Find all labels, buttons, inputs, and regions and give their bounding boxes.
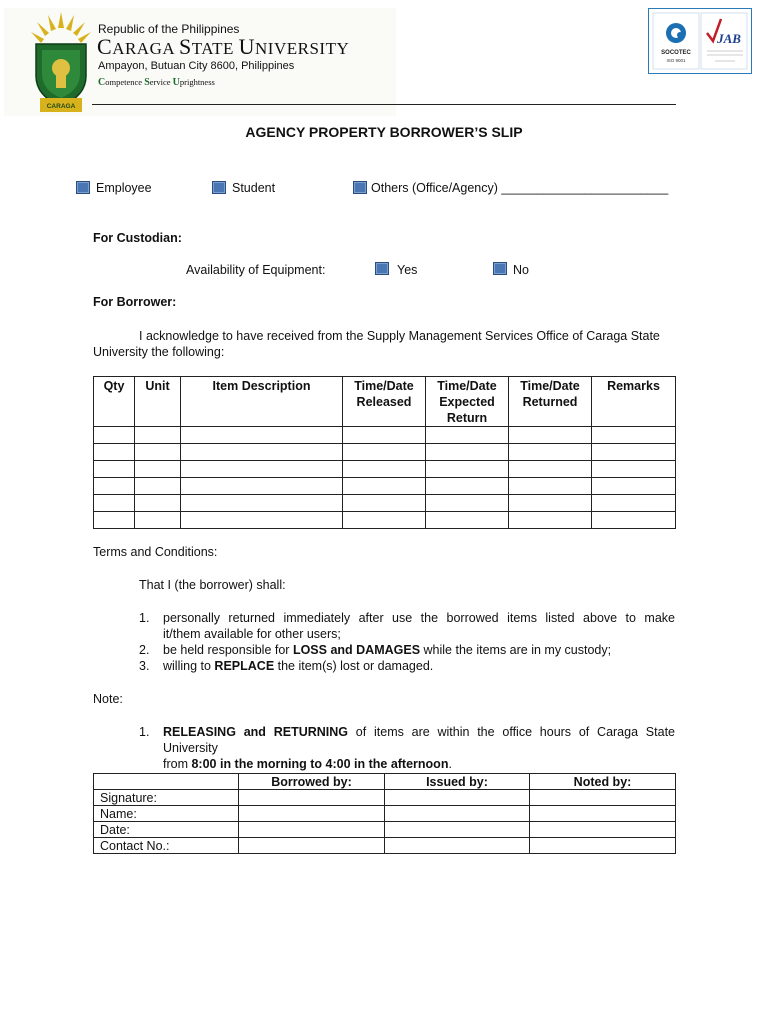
table-cell[interactable] (385, 838, 530, 854)
row-label-contact: Contact No.: (94, 838, 239, 854)
col-remarks: Remarks (592, 377, 676, 427)
uni-word-university: NIVERSITY (255, 39, 350, 58)
table-cell[interactable] (135, 478, 181, 495)
uni-word-state: TATE (191, 39, 239, 58)
table-cell[interactable] (239, 822, 385, 838)
uni-word-caraga: ARAGA (112, 39, 179, 58)
col-released (343, 377, 426, 427)
borrowed-items-table (93, 376, 676, 529)
certification-badges-icon (649, 9, 750, 72)
availability-no-checkbox[interactable] (493, 262, 507, 275)
table-cell[interactable] (94, 512, 135, 529)
note-line-1-text: of items are within the office hours of Caraga State University (163, 725, 675, 755)
col-borrowed-by: Borrowed by: (239, 774, 385, 790)
jab-label: JAB (717, 31, 741, 46)
motto-initial-u: U (172, 77, 180, 88)
list-item (139, 610, 675, 626)
table-cell[interactable] (426, 427, 509, 444)
list-number: 1. (139, 725, 150, 739)
signature-corner-cell (94, 774, 239, 790)
header-divider (92, 104, 676, 105)
note-line-2-c: . (448, 757, 452, 771)
table-row (94, 790, 676, 806)
table-cell[interactable] (530, 822, 676, 838)
table-cell[interactable] (343, 512, 426, 529)
university-address: Ampayon, Butuan City 8600, Philippines (98, 60, 295, 72)
term-1-line-2: it/them available for other users; (163, 627, 341, 641)
col-expected-return (426, 377, 509, 427)
table-cell[interactable] (135, 427, 181, 444)
list-item (139, 724, 675, 756)
col-released-line2: Released (356, 395, 412, 409)
table-cell[interactable] (530, 838, 676, 854)
table-cell[interactable] (343, 444, 426, 461)
table-cell[interactable] (509, 427, 592, 444)
list-number: 2. (139, 643, 150, 657)
table-cell[interactable] (509, 478, 592, 495)
term-2-emphasis: LOSS and DAMAGES (292, 643, 421, 657)
table-cell[interactable] (426, 478, 509, 495)
table-cell[interactable] (426, 461, 509, 478)
table-row (94, 495, 676, 512)
uni-initial-c: C (97, 34, 113, 59)
table-cell[interactable] (530, 790, 676, 806)
certification-logos (648, 8, 752, 74)
table-cell[interactable] (385, 790, 530, 806)
table-cell[interactable] (239, 838, 385, 854)
table-cell[interactable] (94, 478, 135, 495)
table-row (94, 427, 676, 444)
note-heading: Note: (93, 692, 123, 706)
table-cell[interactable] (343, 461, 426, 478)
table-cell[interactable] (94, 427, 135, 444)
col-returned (509, 377, 592, 427)
student-checkbox[interactable] (212, 181, 226, 194)
table-cell[interactable] (239, 790, 385, 806)
list-item (139, 642, 675, 658)
list-item (139, 658, 675, 674)
note-office-hours: 8:00 in the morning to 4:00 in the afternoon (191, 757, 449, 771)
others-checkbox[interactable] (353, 181, 367, 194)
items-table-header-row (94, 377, 676, 427)
table-cell[interactable] (181, 512, 343, 529)
col-unit: Unit (135, 377, 181, 427)
col-expected-line1: Time/Date (437, 379, 497, 393)
table-cell[interactable] (426, 512, 509, 529)
table-cell[interactable] (94, 461, 135, 478)
term-2-text-c: while the items are in my custody; (420, 643, 612, 657)
terms-heading: Terms and Conditions: (93, 545, 218, 559)
row-label-signature: Signature: (94, 790, 239, 806)
col-noted-by: Noted by: (530, 774, 676, 790)
borrower-heading: For Borrower: (93, 295, 177, 309)
motto-word-service: ervice (149, 77, 173, 87)
university-seal-logo (28, 10, 94, 114)
table-cell[interactable] (385, 822, 530, 838)
term-3-emphasis: REPLACE (214, 659, 275, 673)
republic-text: Republic of the Philippines (98, 22, 240, 36)
availability-no-label: No (513, 263, 529, 277)
col-returned-line1: Time/Date (520, 379, 580, 393)
table-cell[interactable] (592, 495, 676, 512)
iso-label: ISO 9001 (666, 58, 686, 63)
list-number: 1. (139, 611, 150, 625)
table-cell[interactable] (181, 461, 343, 478)
table-cell[interactable] (135, 461, 181, 478)
table-cell[interactable] (509, 495, 592, 512)
availability-label: Availability of Equipment: (186, 263, 326, 277)
table-cell[interactable] (509, 512, 592, 529)
table-cell[interactable] (592, 461, 676, 478)
uni-initial-u: U (238, 34, 256, 59)
employee-checkbox[interactable] (76, 181, 90, 194)
table-cell[interactable] (94, 495, 135, 512)
table-cell[interactable] (135, 495, 181, 512)
custodian-heading: For Custodian: (93, 231, 182, 245)
table-cell[interactable] (239, 806, 385, 822)
table-cell[interactable] (592, 444, 676, 461)
motto-initial-s: S (144, 77, 150, 88)
table-cell[interactable] (509, 461, 592, 478)
list-item-continuation (163, 756, 675, 772)
table-cell[interactable] (135, 444, 181, 461)
table-cell[interactable] (135, 512, 181, 529)
uni-initial-s: S (178, 34, 192, 59)
table-cell[interactable] (343, 495, 426, 512)
table-cell[interactable] (343, 478, 426, 495)
student-label: Student (232, 181, 276, 195)
note-list (139, 724, 675, 772)
acknowledge-line-2: University the following: (93, 345, 225, 359)
term-3-text-c: the item(s) lost or damaged. (274, 659, 434, 673)
table-cell[interactable] (592, 427, 676, 444)
motto-initial-c: C (98, 77, 106, 88)
term-2-text-a: be held responsible for (163, 643, 293, 657)
signature-header-row (94, 774, 676, 790)
row-label-name: Name: (94, 806, 239, 822)
table-cell[interactable] (343, 427, 426, 444)
table-cell[interactable] (530, 806, 676, 822)
motto-word-uprightness: prightness (179, 77, 215, 87)
table-cell[interactable] (592, 512, 676, 529)
term-1-line-1: personally returned immediately after use the borrowed items listed above to make (163, 611, 675, 625)
table-cell[interactable] (426, 495, 509, 512)
logo-lower-text: CARAGA (46, 103, 76, 110)
note-line-2-a: from (163, 757, 192, 771)
col-item-description: Item Description (181, 377, 343, 427)
table-cell[interactable] (94, 444, 135, 461)
terms-list (139, 610, 675, 674)
table-cell[interactable] (385, 806, 530, 822)
table-row (94, 461, 676, 478)
col-released-line1: Time/Date (354, 379, 414, 393)
others-label: Others (Office/Agency) ________________________ (371, 181, 669, 195)
signature-table (93, 773, 676, 854)
table-cell[interactable] (509, 444, 592, 461)
table-row (94, 838, 676, 854)
col-returned-line2: Returned (522, 395, 578, 409)
table-row (94, 806, 676, 822)
list-number: 3. (139, 659, 150, 673)
availability-yes-label: Yes (397, 263, 418, 277)
table-row (94, 478, 676, 495)
note-emphasis: RELEASING and RETURNING (163, 725, 349, 739)
socotec-label: SOCOTEC (661, 50, 691, 56)
table-row (94, 444, 676, 461)
table-cell[interactable] (426, 444, 509, 461)
table-cell[interactable] (181, 495, 343, 512)
table-cell[interactable] (181, 444, 343, 461)
university-motto (98, 77, 215, 88)
table-row (94, 512, 676, 529)
table-cell[interactable] (181, 478, 343, 495)
row-label-date: Date: (94, 822, 239, 838)
col-expected-line3: Return (446, 411, 488, 425)
table-cell[interactable] (181, 427, 343, 444)
col-qty: Qty (94, 377, 135, 427)
term-3-text-a: willing to (163, 659, 215, 673)
col-expected-line2: Expected (439, 395, 495, 409)
university-name (97, 34, 349, 60)
table-cell[interactable] (592, 478, 676, 495)
form-title: AGENCY PROPERTY BORROWER’S SLIP (245, 124, 523, 140)
acknowledge-line-1: I acknowledge to have received from the Supply Management Services Office of Caraga State (139, 329, 660, 343)
list-item-continuation (163, 626, 675, 642)
table-row (94, 822, 676, 838)
employee-label: Employee (96, 181, 152, 195)
availability-yes-checkbox[interactable] (375, 262, 389, 275)
terms-intro: That I (the borrower) shall: (139, 578, 286, 592)
col-issued-by: Issued by: (385, 774, 530, 790)
motto-word-competence: ompetence (105, 77, 145, 87)
